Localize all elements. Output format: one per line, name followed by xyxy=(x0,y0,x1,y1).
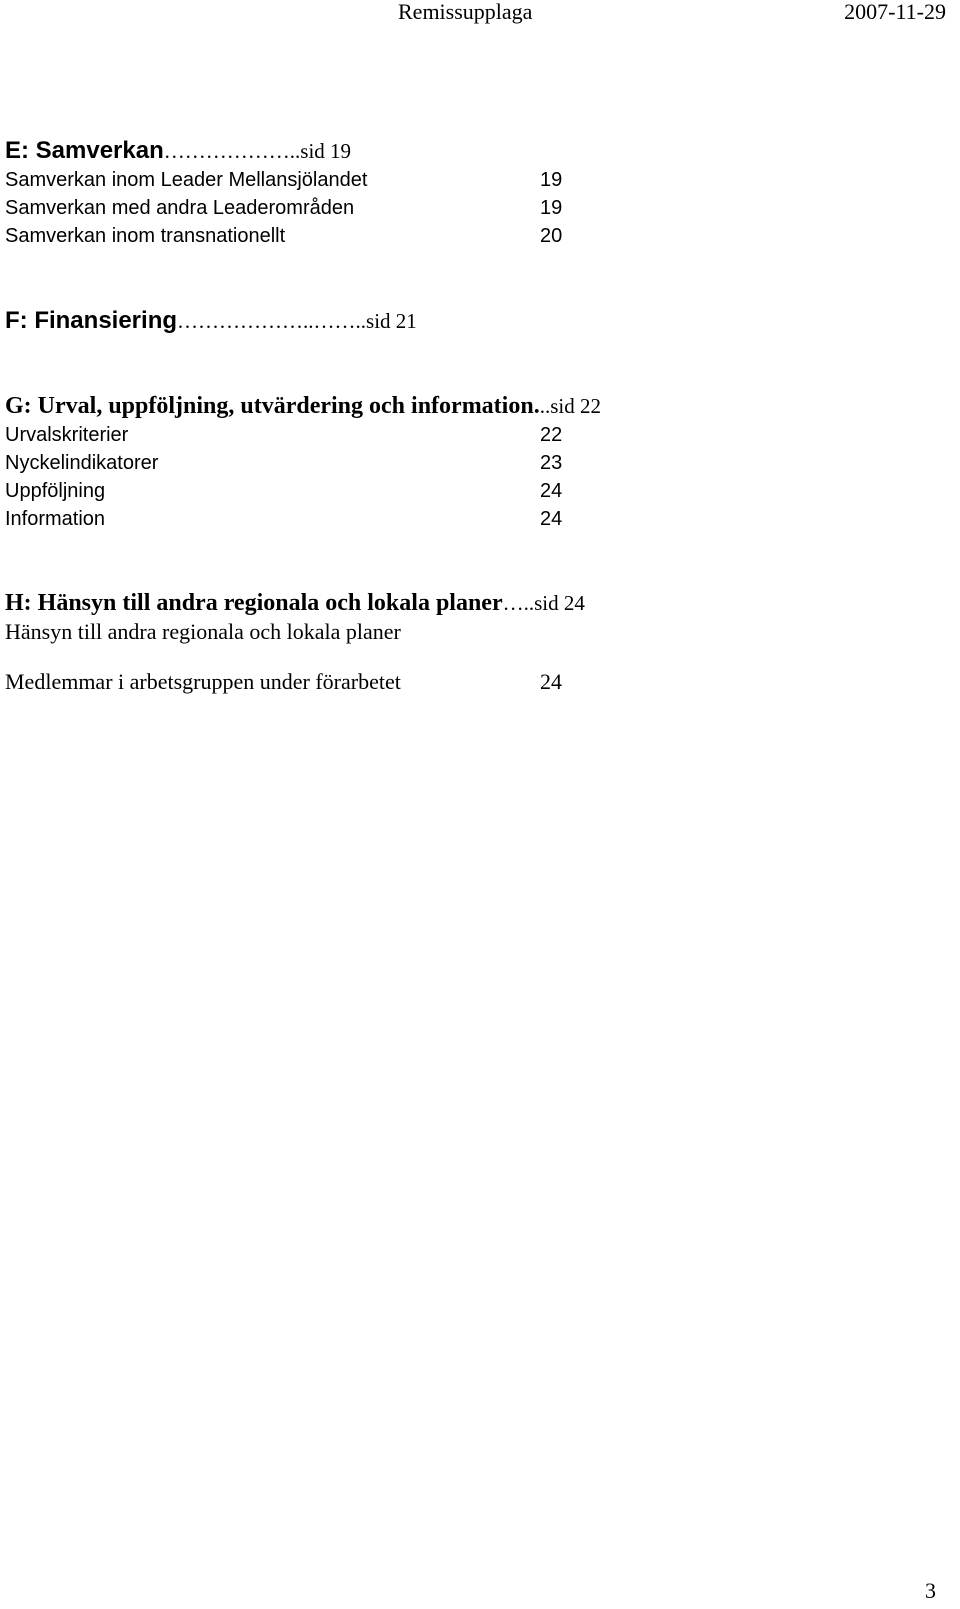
toc-entry xyxy=(5,618,945,646)
toc-entry xyxy=(5,449,945,477)
section-heading xyxy=(5,392,945,421)
entry-page: 24 xyxy=(540,669,562,694)
entry-label: Medlemmar i arbetsgruppen under förarbetet xyxy=(5,669,401,694)
entry-page: 22 xyxy=(540,424,563,446)
entry-label: Uppföljning xyxy=(5,480,106,502)
entry-label: Urvalskriterier xyxy=(5,424,129,446)
section-leader: ……………….. xyxy=(163,139,301,163)
entry-page: 23 xyxy=(540,452,563,474)
entry-page: 20 xyxy=(540,225,563,247)
entry-label: Nyckelindikatorer xyxy=(5,452,159,474)
toc-section-h xyxy=(5,589,945,696)
toc-entry xyxy=(5,668,945,696)
entry-page: 24 xyxy=(540,508,563,530)
header-status: Remissupplaga xyxy=(398,0,533,24)
entry-label: Samverkan inom transnationellt xyxy=(5,225,286,247)
toc-entry xyxy=(5,505,945,533)
section-title: G: Urval, uppföljning, utvärdering och information. xyxy=(5,393,540,419)
entry-label: Hänsyn till andra regionala och lokala planer xyxy=(5,619,401,644)
section-title: E: Samverkan xyxy=(5,137,164,164)
toc-section-f xyxy=(5,306,945,336)
toc-entry xyxy=(5,222,945,250)
section-title: H: Hänsyn till andra regionala och lokala planer xyxy=(5,590,503,616)
entry-page: 19 xyxy=(540,169,563,191)
toc-entry xyxy=(5,477,945,505)
section-leader: ………………..……. xyxy=(177,309,361,333)
toc-section-g xyxy=(5,392,945,533)
section-page-ref: ..sid 22 xyxy=(539,394,601,418)
section-page-ref: sid 24 xyxy=(534,591,585,615)
page-number: 3 xyxy=(925,1578,936,1603)
section-page-ref: .sid 21 xyxy=(360,309,417,333)
table-of-contents xyxy=(5,136,945,724)
toc-entry xyxy=(5,194,945,222)
toc-entry xyxy=(5,421,945,449)
section-page-ref: sid 19 xyxy=(300,139,352,163)
entry-page: 19 xyxy=(540,197,563,219)
toc-entry xyxy=(5,166,945,194)
entry-label: Samverkan inom Leader Mellansjölandet xyxy=(5,169,368,191)
section-heading xyxy=(5,136,945,166)
entry-label: Information xyxy=(5,508,106,530)
section-title: F: Finansiering xyxy=(5,307,178,334)
entry-label: Samverkan med andra Leaderområden xyxy=(5,197,355,219)
section-leader: ….. xyxy=(502,591,535,615)
section-heading xyxy=(5,306,945,336)
entry-page: 24 xyxy=(540,480,563,502)
page-header xyxy=(0,0,960,30)
toc-section-e xyxy=(5,136,945,250)
header-date: 2007-11-29 xyxy=(844,0,946,24)
section-heading xyxy=(5,589,945,618)
